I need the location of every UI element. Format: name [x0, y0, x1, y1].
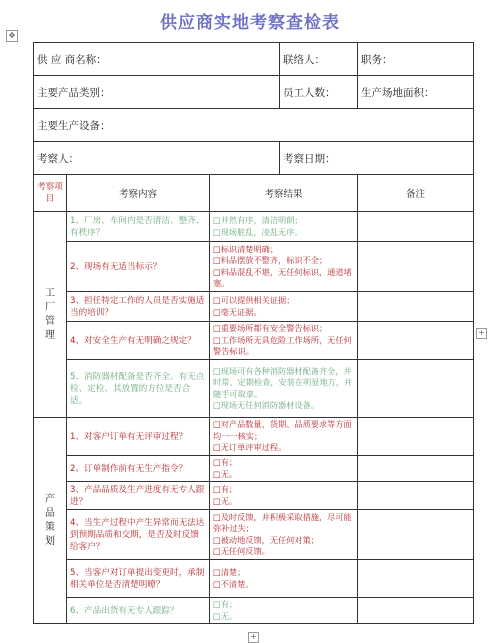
product-category-cell[interactable]: 主要产品类别：: [34, 76, 280, 109]
info-row-1: [34, 43, 474, 76]
inspection-table: [33, 42, 474, 624]
note-cell[interactable]: [358, 456, 474, 482]
result-cell[interactable]: □重要场所都有安全警告标识； □工作场所无具危险工作场所，无任何警告标识。: [210, 322, 358, 360]
table-row: [34, 360, 474, 418]
note-cell[interactable]: [358, 292, 474, 322]
content-cell[interactable]: 6、产品出货有无专人跟踪？: [67, 598, 210, 624]
table-row: [34, 456, 474, 482]
table-row: [34, 242, 474, 292]
note-cell[interactable]: [358, 242, 474, 292]
add-row-plus-icon[interactable]: +: [248, 632, 259, 643]
content-cell[interactable]: 2、订单制作前有无生产指令？: [67, 456, 210, 482]
inspect-date-cell[interactable]: 考察日期：: [280, 142, 474, 175]
col-result-header: 考察结果: [210, 175, 358, 212]
note-cell[interactable]: [358, 482, 474, 510]
page-title: 供应商实地考察查检表: [160, 13, 340, 33]
equipment-cell[interactable]: 主要生产设备：: [34, 109, 474, 142]
result-cell[interactable]: □对产品数量、货期、品质要求等方面均一一核实； □无订单评审过程。: [210, 418, 358, 456]
result-cell[interactable]: □有； □无。: [210, 482, 358, 510]
result-cell[interactable]: □有； □无。: [210, 456, 358, 482]
info-row-4: [34, 142, 474, 175]
content-cell[interactable]: 2、现场有无适当标示？: [67, 242, 210, 292]
inspector-cell[interactable]: 考察人：: [34, 142, 280, 175]
content-cell[interactable]: 4、对安全生产有无明确之规定？: [67, 322, 210, 360]
position-cell[interactable]: 职务：: [358, 43, 474, 76]
table-row: [34, 418, 474, 456]
table-row: [34, 510, 474, 560]
contact-cell[interactable]: 联络人：: [280, 43, 358, 76]
content-cell[interactable]: 4、当生产过程中产生异常而无法达到预期品质和交期，是否及时反馈给客户？: [67, 510, 210, 560]
note-cell[interactable]: [358, 510, 474, 560]
site-area-cell[interactable]: 生产场地面积：: [358, 76, 474, 109]
content-cell[interactable]: 1、对客户订单有无评审过程？: [67, 418, 210, 456]
add-column-plus-icon[interactable]: +: [476, 328, 487, 339]
table-row: [34, 482, 474, 510]
table-row: [34, 598, 474, 624]
result-cell[interactable]: □及时反馈，并积极采取措施，尽可能弥补过失； □被动地反馈，无任何对策； □无任何反馈。: [210, 510, 358, 560]
note-cell[interactable]: [358, 560, 474, 598]
result-cell[interactable]: □井然有序，清洁明朗； □现场脏乱，凌乱无序。: [210, 212, 358, 242]
content-cell[interactable]: 5、当客户对订单提出变更时，承制相关单位是否清楚明暸？: [67, 560, 210, 598]
content-cell[interactable]: 3、担任特定工作的人员是否实施适当的培训？: [67, 292, 210, 322]
table-row: [34, 322, 474, 360]
supplier-name-cell[interactable]: 供 应 商名称：: [34, 43, 280, 76]
info-row-2: [34, 76, 474, 109]
group-product-planning: 产品策划: [34, 418, 67, 624]
result-cell[interactable]: □标识清楚明确； □料品摆放不整齐，标识不全； □料品混乱不堪，无任何标识，通道堵塞。: [210, 242, 358, 292]
col-note-header: 备注: [358, 175, 474, 212]
table-row: [34, 212, 474, 242]
column-header-row: [34, 175, 474, 212]
staff-count-cell[interactable]: 员工人数：: [280, 76, 358, 109]
info-row-3: [34, 109, 474, 142]
content-cell[interactable]: 5、消防器材配备是否齐全、有无点检、定检、其放置的方位是否合适。: [67, 360, 210, 418]
note-cell[interactable]: [358, 212, 474, 242]
note-cell[interactable]: [358, 322, 474, 360]
result-cell[interactable]: □可以提供相关证据； □毫无证据。: [210, 292, 358, 322]
group-factory-management: 工厂管理: [34, 212, 67, 418]
content-cell[interactable]: 1、厂房、车间内是否清洁、整齐、有秩序？: [67, 212, 210, 242]
result-cell[interactable]: □现场可有各种消防器材配备齐全，并时常、定期检查，安装在明显地方，并随手可取拿。 □现场无任何消防器材设备。: [210, 360, 358, 418]
col-item-header: 考察项目: [34, 175, 67, 212]
note-cell[interactable]: [358, 418, 474, 456]
note-cell[interactable]: [358, 360, 474, 418]
result-cell[interactable]: □清楚； □不清楚。: [210, 560, 358, 598]
table-row: [34, 560, 474, 598]
table-move-handle-icon[interactable]: ✥: [6, 30, 18, 42]
col-content-header: 考察内容: [67, 175, 210, 212]
result-cell[interactable]: □有； □无。: [210, 598, 358, 624]
note-cell[interactable]: [358, 598, 474, 624]
content-cell[interactable]: 3、产品品质及生产进度有无专人跟进？: [67, 482, 210, 510]
table-row: [34, 292, 474, 322]
